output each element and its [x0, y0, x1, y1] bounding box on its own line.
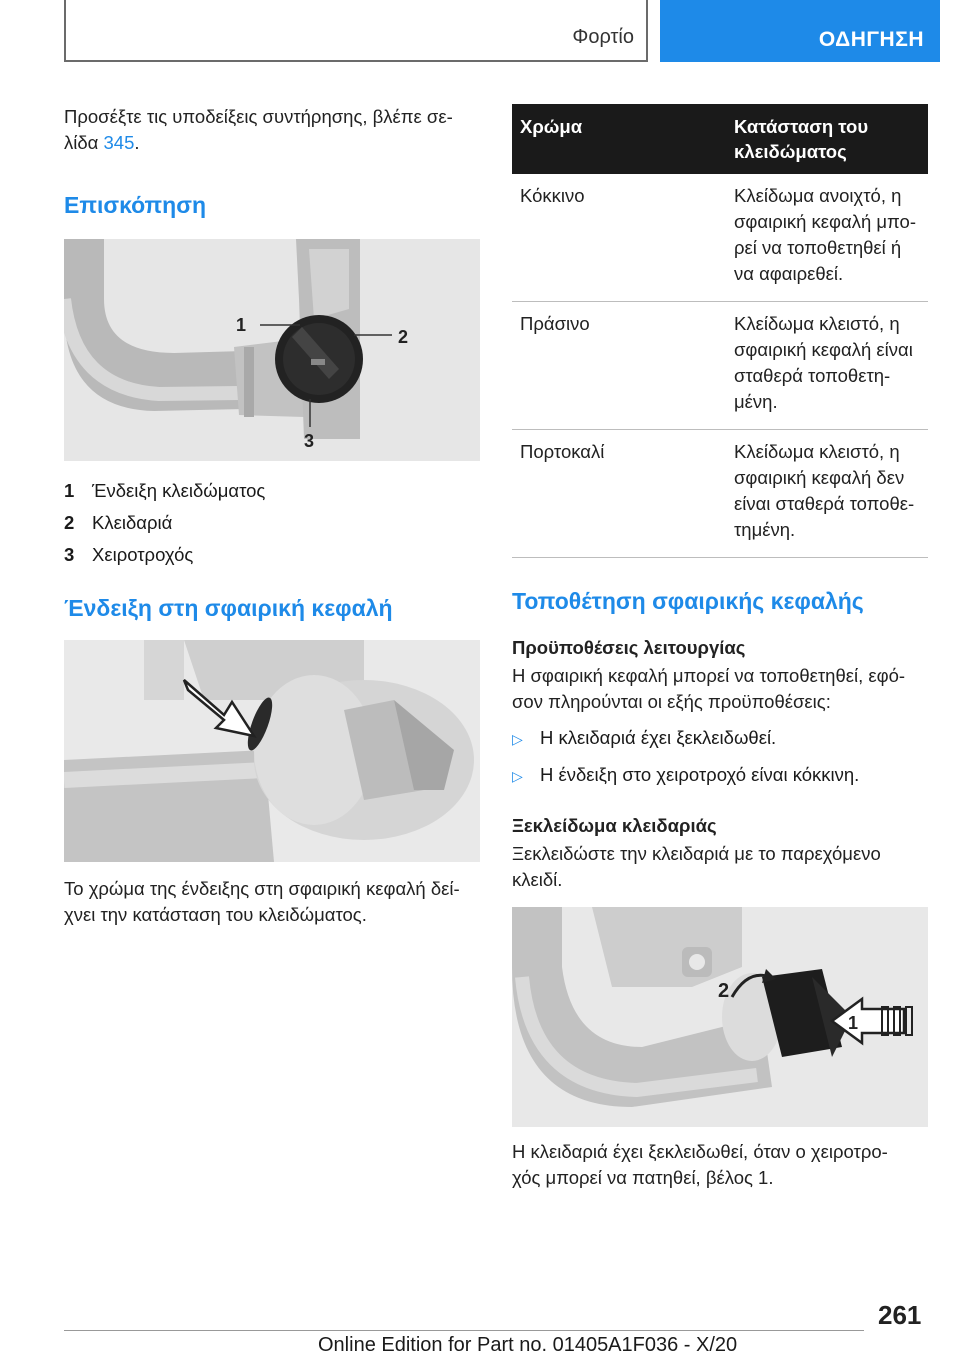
prerequisites-list	[512, 725, 928, 789]
table-row	[512, 174, 928, 302]
table-header-state: Κατάσταση του κλειδώματος	[726, 104, 928, 174]
table-header-color: Χρώμα	[512, 104, 726, 174]
unlock-heading: Ξεκλείδωμα κλειδαριάς	[512, 815, 717, 836]
unlock-result-text: Η κλειδαριά έχει ξεκλειδωθεί, όταν ο χειροτρο- χός μπορεί να πατηθεί, βέλος 1.	[512, 1141, 888, 1188]
page-number: 261	[878, 1300, 922, 1330]
mounting-heading: Τοποθέτηση σφαιρικής κεφαλής	[512, 588, 864, 614]
list-item: ▷ Η ένδειξη στο χειροτροχό είναι κόκκινη.	[512, 762, 928, 789]
edition-footer: Online Edition for Part no. 01405A1F036 - X/20	[318, 1334, 738, 1356]
legend-item: 1 Ένδειξη κλειδώματος	[64, 480, 266, 501]
footer-divider	[64, 1330, 864, 1331]
table-cell-state: Κλείδωμα κλειστό, η σφαιρική κεφαλή είναι σταθερά τοποθετη- μένη.	[726, 302, 928, 430]
chapter-title: ΟΔΗΓΗΣΗ	[818, 28, 924, 51]
figure-legend	[64, 475, 480, 571]
intro-paragraph: Προσέξτε τις υποδείξεις συντήρησης, βλέπε σε- λίδα 345.	[64, 106, 453, 153]
callout-3: 3	[304, 431, 315, 451]
overview-heading: Επισκόπηση	[64, 192, 206, 218]
callout-2: 2	[718, 980, 730, 1002]
table-row	[512, 302, 928, 430]
callout-2: 2	[398, 327, 409, 347]
chapter-tab[interactable]	[660, 0, 940, 62]
indicator-heading: Ένδειξη στη σφαιρική κεφαλή	[64, 595, 393, 621]
left-column	[64, 104, 480, 928]
callout-1: 1	[236, 315, 247, 335]
table-cell-color: Κόκκινο	[512, 174, 726, 302]
table-cell-color: Πράσινο	[512, 302, 726, 430]
legend-item: 2 Κλειδαριά	[64, 512, 173, 533]
callout-1: 1	[848, 1013, 859, 1033]
unlock-figure	[512, 907, 928, 1127]
overview-figure	[64, 239, 480, 461]
ball-head-indicator-illustration	[64, 640, 480, 862]
lock-status-table	[512, 104, 928, 558]
prerequisites-text: Η σφαιρική κεφαλή μπορεί να τοποθετηθεί, εφό- σον πληρούνται οι εξής προϋποθέσεις:	[512, 665, 906, 712]
page-link-345[interactable]: 345	[103, 132, 135, 153]
list-item: ▷ Η κλειδαριά έχει ξεκλειδωθεί.	[512, 725, 928, 752]
unlock-key-illustration	[512, 907, 928, 1127]
unlock-text: Ξεκλειδώστε την κλειδαριά με το παρεχόμενο κλειδί.	[512, 843, 881, 890]
table-cell-color: Πορτοκαλί	[512, 430, 726, 558]
right-column	[512, 104, 928, 1191]
section-title: Φορτίο	[572, 26, 634, 48]
table-cell-state: Κλείδωμα ανοιχτό, η σφαιρική κεφαλή μπο- ρεί να τοποθετηθεί ή να αφαιρεθεί.	[726, 174, 928, 302]
trailer-hitch-illustration	[64, 239, 480, 461]
table-cell-state: Κλείδωμα κλειστό, η σφαιρική κεφαλή δεν είναι σταθερά τοποθε- τημένη.	[726, 430, 928, 558]
legend-item: 3 Χειροτροχός	[64, 544, 194, 565]
indicator-figure	[64, 640, 480, 862]
indicator-description: Το χρώμα της ένδειξης στη σφαιρική κεφαλή δεί- χνει την κατάσταση του κλειδώματος.	[64, 878, 460, 925]
table-row	[512, 430, 928, 558]
header-section-box	[64, 0, 648, 62]
triangle-bullet-icon: ▷	[512, 768, 523, 784]
prerequisites-heading: Προϋποθέσεις λειτουργίας	[512, 637, 746, 658]
table-header-row	[512, 104, 928, 174]
triangle-bullet-icon: ▷	[512, 731, 523, 747]
